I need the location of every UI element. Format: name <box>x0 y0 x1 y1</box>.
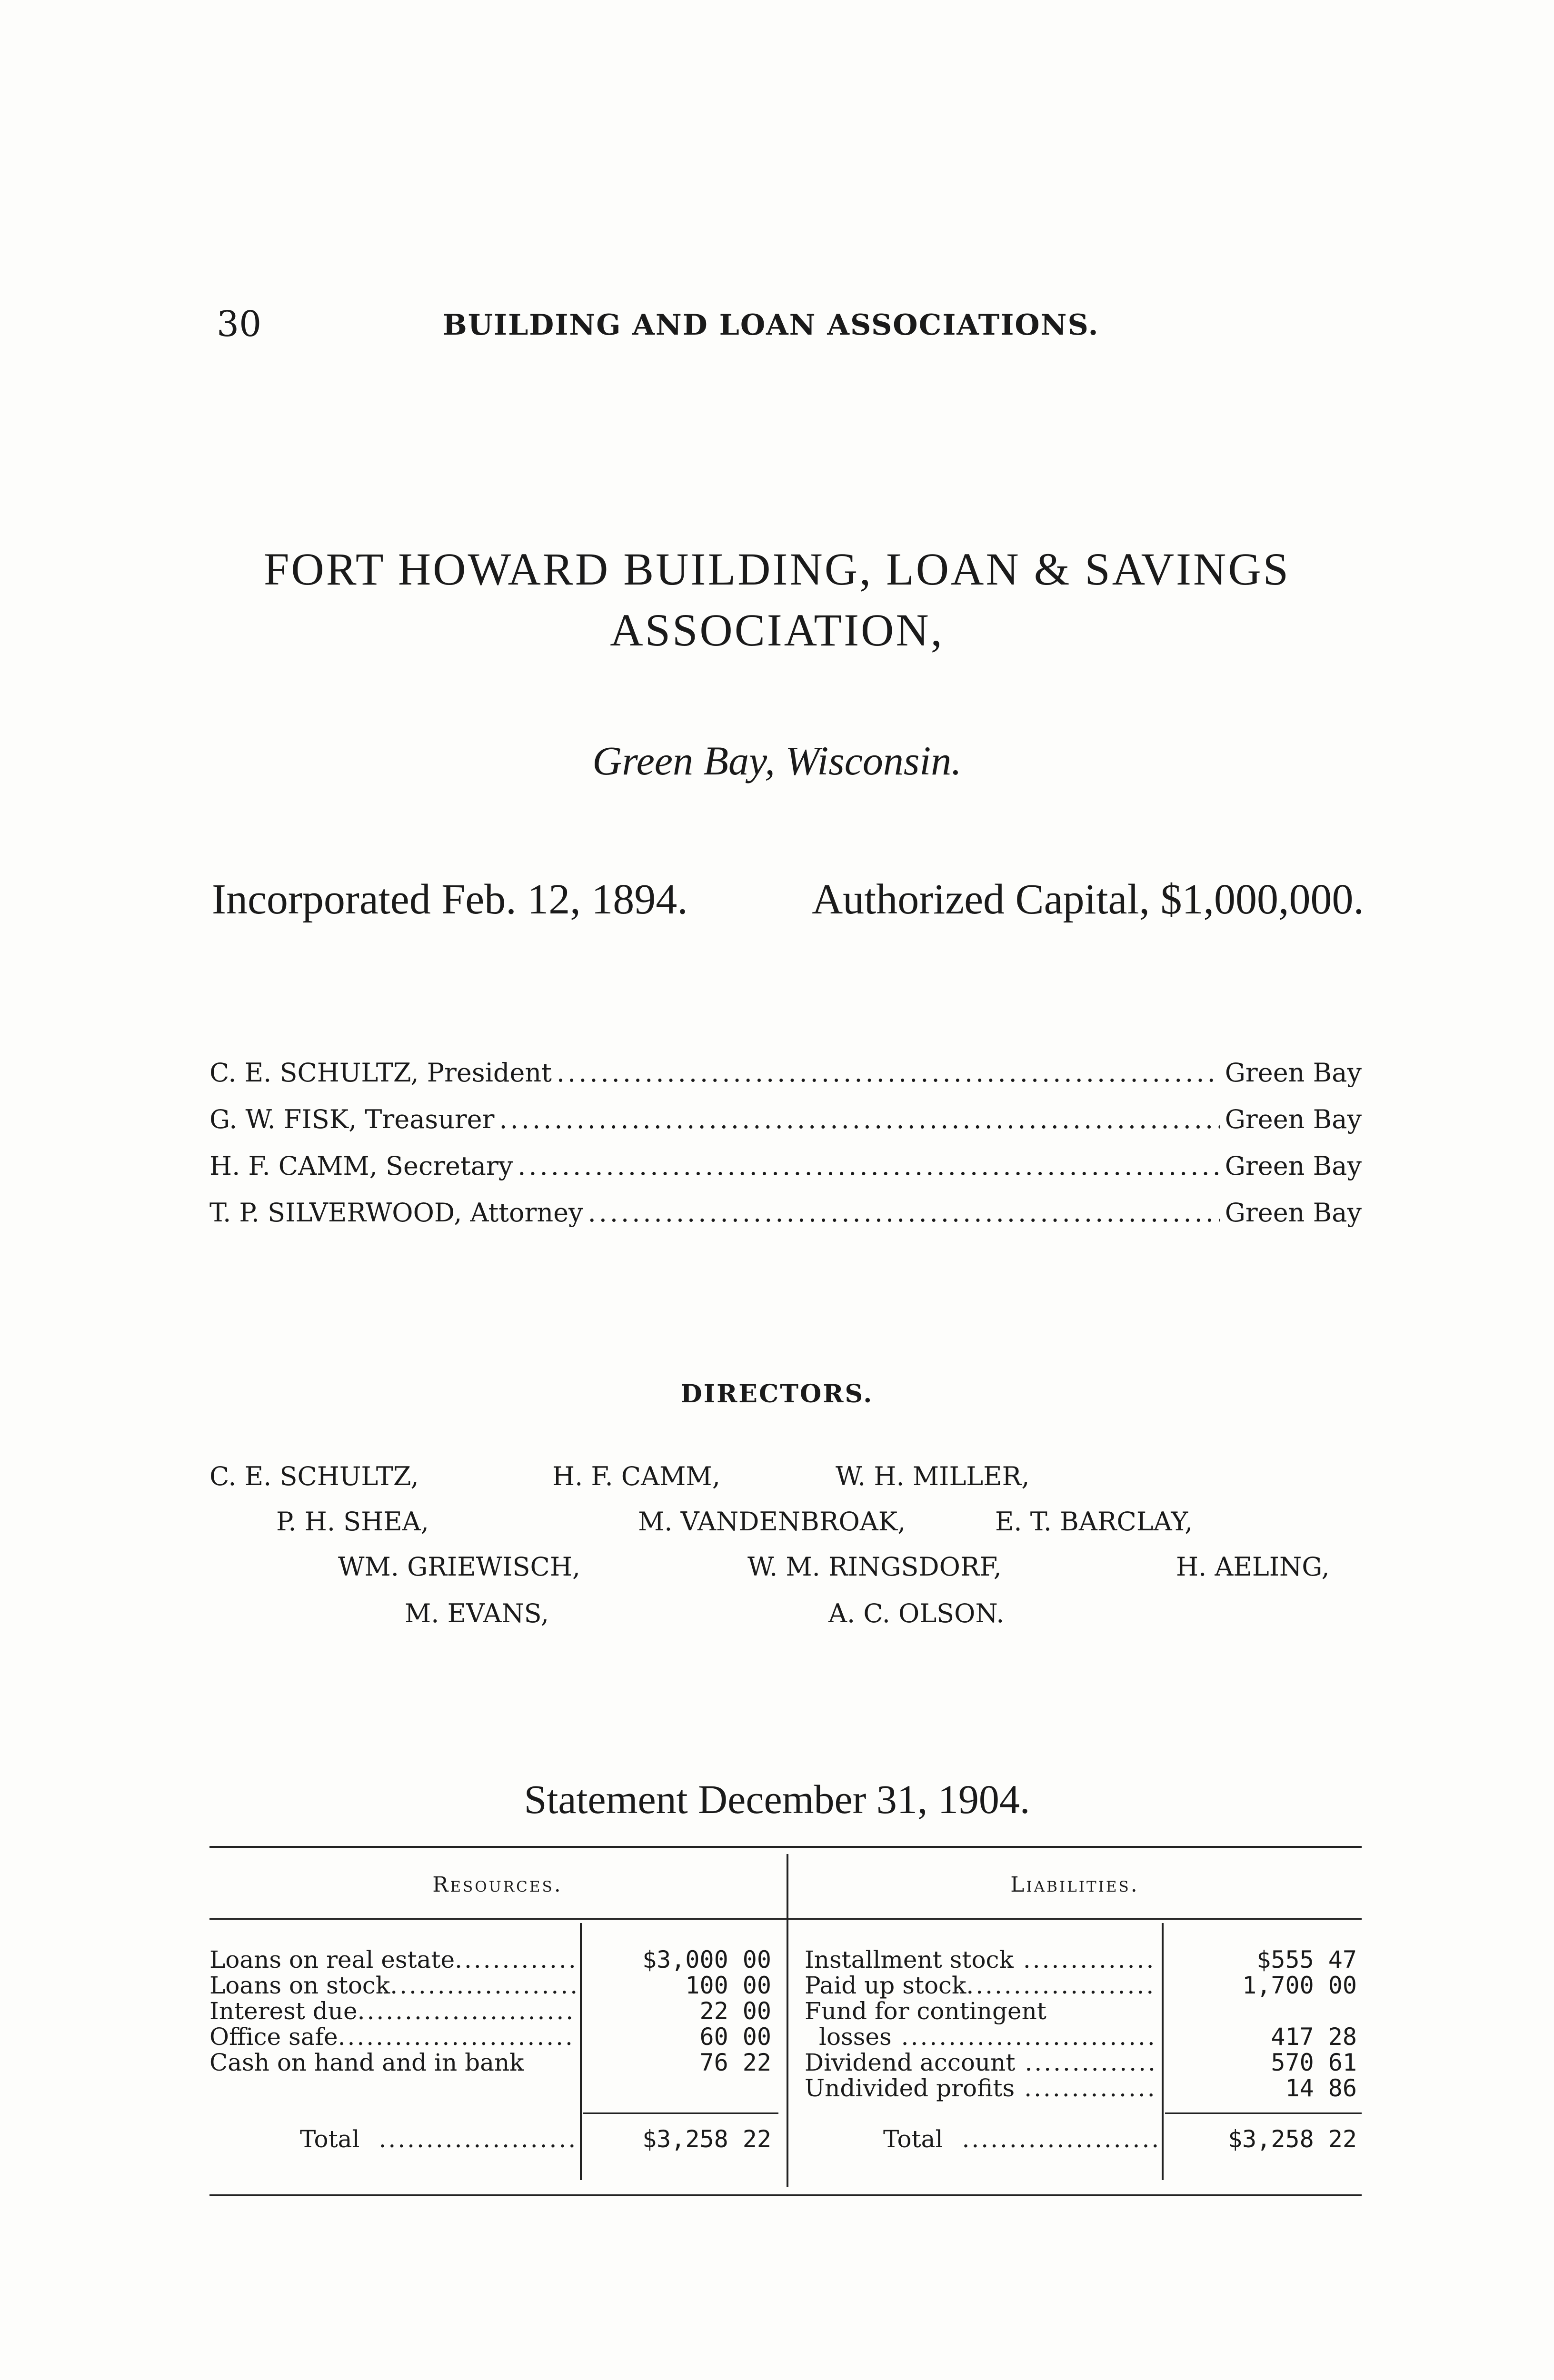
leader-dots <box>962 2125 1157 2153</box>
liability-amount: 1,700 00 <box>1242 1972 1357 1999</box>
resource-amount: 60 00 <box>699 2023 771 2051</box>
resources-total: $3,258 22 <box>642 2125 771 2153</box>
table-bottom-rule <box>209 2194 1362 2196</box>
statement-title: Statement December 31, 1904. <box>524 1776 1030 1822</box>
resources-heading: Resources. <box>432 1873 563 1897</box>
director-name: W. M. RINGSDORF, <box>747 1552 1002 1582</box>
resource-amount: $3,000 00 <box>642 1946 771 1973</box>
director-name: H. F. CAMM, <box>552 1461 720 1491</box>
liability-amount: 417 28 <box>1271 2023 1357 2051</box>
liabilities-total: $3,258 22 <box>1228 2125 1357 2153</box>
resources-total-row <box>300 2125 576 2153</box>
resources-total-label: Total <box>300 2125 360 2153</box>
incorporated-date: Incorporated Feb. 12, 1894. <box>212 876 688 923</box>
director-name: P. H. SHEA, <box>276 1507 429 1537</box>
liability-row <box>805 1972 1157 1999</box>
liability-amount: $555 47 <box>1256 1946 1357 1973</box>
directors-heading: DIRECTORS. <box>680 1379 874 1408</box>
leader-dots <box>1025 2049 1157 2076</box>
leader-dots <box>557 1058 1220 1088</box>
liability-label: Undivided profits <box>805 2074 1015 2102</box>
officer-row <box>209 1104 1362 1151</box>
liability-amount: 570 61 <box>1271 2049 1357 2076</box>
officer-name: C. E. SCHULTZ, President <box>209 1058 552 1088</box>
authorized-capital: Authorized Capital, $1,000,000. <box>812 876 1364 923</box>
officer-row <box>209 1151 1362 1198</box>
page-number: 30 <box>217 304 262 345</box>
resource-label: Cash on hand and in bank <box>209 2049 524 2076</box>
leader-dots <box>358 1997 576 2025</box>
leader-dots <box>455 1946 576 1973</box>
director-name: E. T. BARCLAY, <box>995 1507 1193 1537</box>
leader-dots <box>966 1972 1157 1999</box>
officer-name: H. F. CAMM, Secretary <box>209 1151 513 1181</box>
officer-name: T. P. SILVERWOOD, Attorney <box>209 1198 583 1228</box>
leader-dots <box>901 2023 1157 2051</box>
liabilities-total-rule <box>1165 2112 1362 2114</box>
liability-label: losses <box>819 2023 892 2051</box>
resource-label: Loans on real estate <box>209 1946 455 1973</box>
liability-row <box>805 2074 1157 2102</box>
leader-dots <box>338 2023 576 2051</box>
liability-label: Fund for contingent <box>805 1997 1046 2025</box>
officer-town: Green Bay <box>1225 1104 1362 1134</box>
resource-label: Office safe <box>209 2023 338 2051</box>
association-title-line1: FORT HOWARD BUILDING, LOAN & SAVINGS <box>263 544 1291 595</box>
liability-label: Installment stock <box>805 1946 1014 1973</box>
liability-amount: 14 86 <box>1285 2074 1357 2102</box>
heading-rule <box>209 1918 1362 1920</box>
resource-label: Loans on stock <box>209 1972 390 1999</box>
officer-row <box>209 1058 1362 1104</box>
liability-label: Paid up stock <box>805 1972 966 1999</box>
resource-row <box>209 1972 576 1999</box>
officer-town: Green Bay <box>1225 1058 1362 1088</box>
director-name: M. VANDENBROAK, <box>638 1507 906 1537</box>
resources-amount-divider <box>580 1923 582 2180</box>
running-title: BUILDING AND LOAN ASSOCIATIONS. <box>443 308 1099 342</box>
table-top-rule <box>209 1846 1362 1848</box>
resource-amount: 76 22 <box>699 2049 771 2076</box>
director-name: M. EVANS, <box>405 1598 549 1628</box>
liability-row <box>805 2049 1157 2076</box>
director-name: WM. GRIEWISCH, <box>338 1552 581 1582</box>
incorporation-line <box>212 875 1364 924</box>
resource-label: Interest due <box>209 1997 358 2025</box>
officer-name: G. W. FISK, Treasurer <box>209 1104 495 1134</box>
director-name: W. H. MILLER, <box>836 1461 1030 1491</box>
officer-town: Green Bay <box>1225 1198 1362 1228</box>
liability-row <box>805 1997 1157 2025</box>
resource-row <box>209 1997 576 2025</box>
center-divider <box>787 1854 788 2187</box>
director-name: C. E. SCHULTZ, <box>209 1461 419 1491</box>
officer-town: Green Bay <box>1225 1151 1362 1181</box>
resource-row <box>209 2049 576 2076</box>
liabilities-total-label: Total <box>883 2125 943 2153</box>
liabilities-total-row <box>883 2125 1157 2153</box>
liabilities-amount-divider <box>1162 1923 1164 2180</box>
resources-total-rule <box>583 2112 778 2114</box>
director-name: A. C. OLSON. <box>828 1598 1005 1628</box>
resource-row <box>209 1946 576 1973</box>
leader-dots <box>518 1151 1220 1181</box>
officer-row <box>209 1198 1362 1244</box>
officers-list <box>209 1058 1362 1244</box>
director-name: H. AELING, <box>1176 1552 1330 1582</box>
leader-dots <box>499 1104 1220 1134</box>
liability-row <box>819 2023 1157 2051</box>
resource-amount: 22 00 <box>699 1997 771 2025</box>
liability-label: Dividend account <box>805 2049 1016 2076</box>
leader-dots <box>588 1198 1220 1228</box>
liabilities-heading: Liabilities. <box>1010 1873 1139 1897</box>
association-title-line2: ASSOCIATION, <box>610 605 944 655</box>
leader-dots <box>379 2125 576 2153</box>
liability-row <box>805 1946 1157 1973</box>
resource-amount: 100 00 <box>685 1972 771 1999</box>
leader-dots <box>390 1972 576 1999</box>
location: Green Bay, Wisconsin. <box>592 738 962 783</box>
resource-row <box>209 2023 576 2051</box>
leader-dots <box>1024 2074 1157 2102</box>
leader-dots <box>1023 1946 1157 1973</box>
